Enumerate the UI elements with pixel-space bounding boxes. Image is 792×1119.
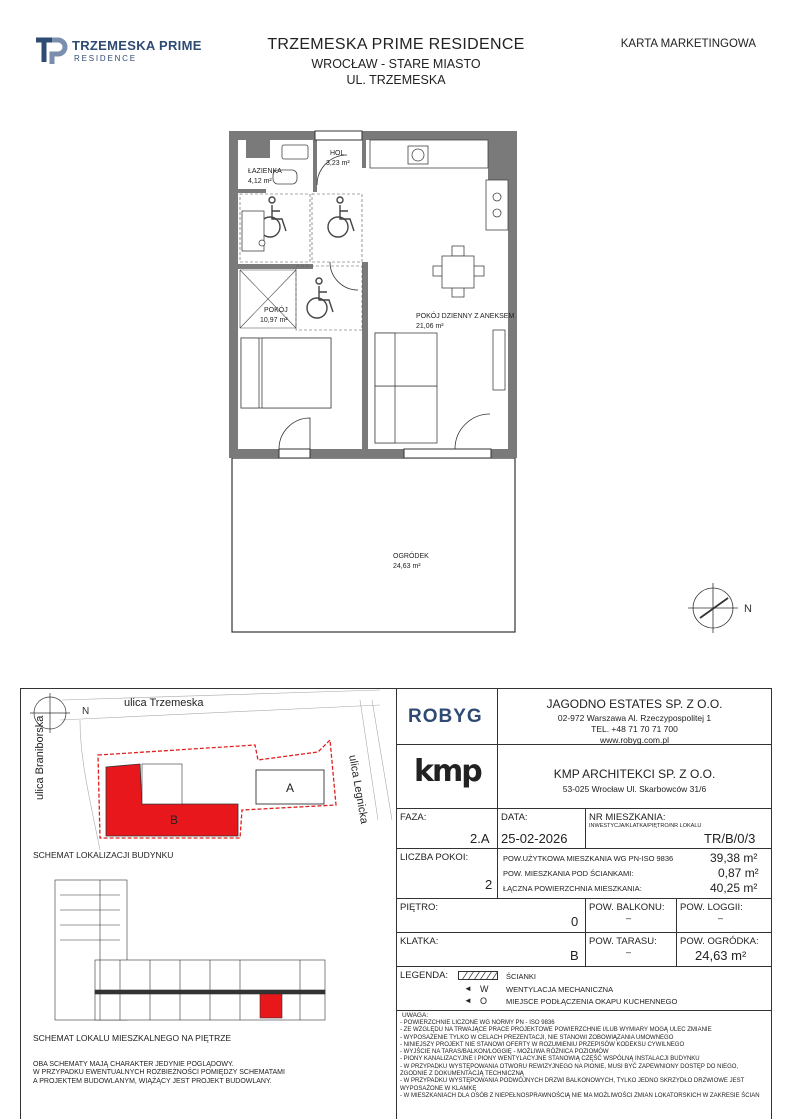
room-bedroom-area: 10,97 m² <box>260 317 288 324</box>
rooms-value: 2 <box>485 877 493 892</box>
legend-arrow-w-icon: ◄ <box>464 984 472 993</box>
apt-number-hint: INWESTYCJA/KLATKA/PIĘTRO/NR LOKALU <box>589 823 702 829</box>
sofa <box>375 333 437 443</box>
floor-schematic <box>55 880 325 1020</box>
caption-location: SCHEMAT LOKALIZACJI BUDYNKU <box>33 850 174 860</box>
floor-plan <box>0 120 792 640</box>
balcony-value: – <box>626 913 632 923</box>
bed <box>241 338 331 408</box>
building-a-label: A <box>286 781 295 795</box>
date-value: 25-02-2026 <box>501 831 568 846</box>
room-hall-name: HOL <box>330 150 345 157</box>
floor-value: 0 <box>571 914 579 929</box>
street-right: ulica Legnicka <box>346 754 371 825</box>
balcony-label: POW. BALKONU: <box>589 902 665 913</box>
date-label: DATA: <box>501 812 528 823</box>
note-line: WYPOSAŻONE W KLAMKĘ <box>400 1085 477 1092</box>
rooms-label: LICZBA POKOI: <box>400 852 469 863</box>
developer-name: JAGODNO ESTATES SP. Z O.O. <box>546 697 723 711</box>
street-top: ulica Trzemeska <box>124 697 204 709</box>
room-hall-area: 3,23 m² <box>326 160 350 167</box>
room-bath-name: ŁAZIENKA <box>248 168 282 175</box>
site-plan <box>21 689 396 1119</box>
developer-web: www.robyg.com.pl <box>600 735 669 745</box>
note-line: - NINIEJSZY PROJEKT NIE STANOWI OFERTY W ROZUMIENIU PRZEPISÓW KODEKSU CYWILNEGO <box>400 1041 685 1048</box>
room-living-name: POKÓJ DZIENNY Z ANEKSEM <box>416 313 515 320</box>
under-walls-area-label: POW. MIESZKANIA POD ŚCIANKAMI: <box>503 869 634 878</box>
street-left: ulica Braniborska <box>34 715 46 800</box>
legend-o-text: MIEJSCE PODŁĄCZENIA OKAPU KUCHENNEGO <box>506 997 678 1006</box>
garden-name: OGRÓDEK <box>393 553 429 560</box>
tv-unit <box>493 330 505 390</box>
notes-list <box>400 1020 768 1100</box>
note-line: - POWIERZCHNIE LICZONE WG NORMY PN - ISO 9836 <box>400 1020 555 1026</box>
room-living-area: 21,06 m² <box>416 323 444 330</box>
architect-name: KMP ARCHITEKCI SP. Z O.O. <box>553 767 716 781</box>
notes-title: UWAGA: <box>402 1012 429 1019</box>
developer-address: 02-972 Warszawa Al. Rzeczypospolitej 1 <box>557 713 712 723</box>
floor-label: PIĘTRO: <box>400 902 439 913</box>
dining-table <box>433 246 484 297</box>
total-area-value: 40,25 m² <box>710 881 758 895</box>
caption-floor: SCHEMAT LOKALU MIESZKALNEGO NA PIĘTRZE <box>33 1033 232 1043</box>
logo-name: TRZEMESKA PRIME <box>72 38 202 53</box>
loggia-value: – <box>718 913 724 923</box>
kmp-logo: kmp <box>414 754 481 789</box>
legend-arrow-o-icon: ◄ <box>464 996 472 1005</box>
architect-address: 53-025 Wrocław Ul. Skarbowców 31/6 <box>562 784 707 794</box>
building-b-core <box>142 764 182 804</box>
logo-subtitle: RESIDENCE <box>74 54 137 63</box>
usable-area-label: POW.UŻYTKOWA MIESZKANIA WG PN-ISO 9836 <box>503 854 674 863</box>
usable-area-value: 39,38 m² <box>710 851 758 865</box>
wall-hatch-icon <box>458 971 498 980</box>
legend-w-symbol: W <box>480 984 489 994</box>
svg-text:N: N <box>744 603 752 615</box>
under-walls-area-value: 0,87 m² <box>718 866 759 880</box>
garden-area <box>232 458 515 632</box>
loggia-label: POW. LOGGII: <box>680 902 743 913</box>
garden-label: POW. OGRÓDKA: <box>680 936 759 947</box>
north-arrow-icon <box>688 583 752 633</box>
staircase-value: B <box>570 948 579 963</box>
room-bath-area: 4,12 m² <box>248 178 272 185</box>
disclaimer-3: A PROJEKTEM BUDOWLANYM, WIĄŻĄCY JEST PROJEKT BUDOWLANY. <box>33 1078 272 1085</box>
robyg-logo: ROBYG <box>408 706 483 727</box>
note-line: - W PRZYPADKU WYSTĘPOWANIA OTWORU REWIZYJNEGO NA PIONIE, MUSI BYĆ ZAPEWNIONY DOSTĘP DO NIEGO, <box>400 1063 739 1070</box>
faza-label: FAZA: <box>400 812 427 823</box>
note-line: - W PRZYPADKU WYSTĘPOWANIA PODWÓJNYCH DRZWI BALKONOWYCH, TYLKO JEDNO SKRZYDŁO DRZWIOWE JEST <box>400 1078 745 1085</box>
note-line: - ZE WZGLĘDU NA TRWAJĄCE PRACE PROJEKTOWE POWIERZCHNIE I/LUB WYMIARY MOGĄ ULEC ZMIANIE <box>400 1027 712 1034</box>
note-line: - W MIESZKANIACH DLA OSÓB Z NIEPEŁNOSPRAWNOŚCIĄ NIE MA MOŻLIWOŚCI ZMIAN LOKATORSKICH W ZAKRESIE ŚCIAN <box>400 1092 760 1099</box>
location-line: WROCŁAW - STARE MIASTO <box>311 57 481 71</box>
developer-phone: TEL. +48 71 70 71 700 <box>591 724 678 734</box>
garden-value: 24,63 m² <box>695 948 747 963</box>
kitchen-counter <box>370 140 508 230</box>
svg-text:N: N <box>82 706 90 717</box>
terrace-label: POW. TARASU: <box>589 936 657 947</box>
garden-area-value: 24,63 m² <box>393 563 421 570</box>
note-line: - WYJŚCIE NA TARAS/BALKON/LOGGIĘ - MOŻLIWA RÓŻNICA POZIOMÓW <box>400 1049 609 1056</box>
note-line: - PIONY KANALIZACYJNE I PIONY WENTYLACYJNE STANOWIĄ CZĘŚĆ WSPÓLNĄ INSTALACJI BUDYNKU <box>400 1056 700 1063</box>
card-type-label: KARTA MARKETINGOWA <box>620 38 756 50</box>
street-line: UL. TRZEMESKA <box>346 73 446 87</box>
faza-value: 2.A <box>470 831 490 846</box>
apt-number-value: TR/B/0/3 <box>704 831 756 846</box>
apt-number-label: NR MIESZKANIA: <box>589 812 666 823</box>
note-line: - WYPOSAŻENIE TYLKO W CELACH PREZENTACJI, NIE STANOWI ZOBOWIĄZANIA UMOWNEGO <box>400 1034 674 1041</box>
page-title: TRZEMESKA PRIME RESIDENCE <box>267 36 525 53</box>
building-b-label: B <box>170 813 179 827</box>
disclaimer-1: OBA SCHEMATY MAJĄ CHARAKTER JEDYNIE POGLĄDOWY. <box>33 1061 234 1068</box>
wheelchair-icons <box>260 197 354 318</box>
disclaimer-2: W PRZYPADKU EWENTUALNYCH ROZBIEŻNOŚCI POMIĘDZY SCHEMATAMI <box>33 1069 285 1076</box>
header <box>0 0 792 100</box>
room-bedroom-name: POKÓJ <box>264 307 288 314</box>
total-area-label: ŁĄCZNA POWIERZCHNIA MIESZKANIA: <box>503 884 642 893</box>
legend-w-text: WENTYLACJA MECHANICZNA <box>506 985 614 994</box>
legend-walls: ŚCIANKI <box>506 972 537 981</box>
note-line: ZGODNIE Z DOKUMENTACJĄ TECHNICZNĄ <box>400 1071 524 1078</box>
terrace-value: – <box>626 947 632 957</box>
legend-o-symbol: O <box>480 996 488 1006</box>
staircase-label: KLATKA: <box>400 936 439 947</box>
legend-title: LEGENDA: <box>400 970 449 981</box>
